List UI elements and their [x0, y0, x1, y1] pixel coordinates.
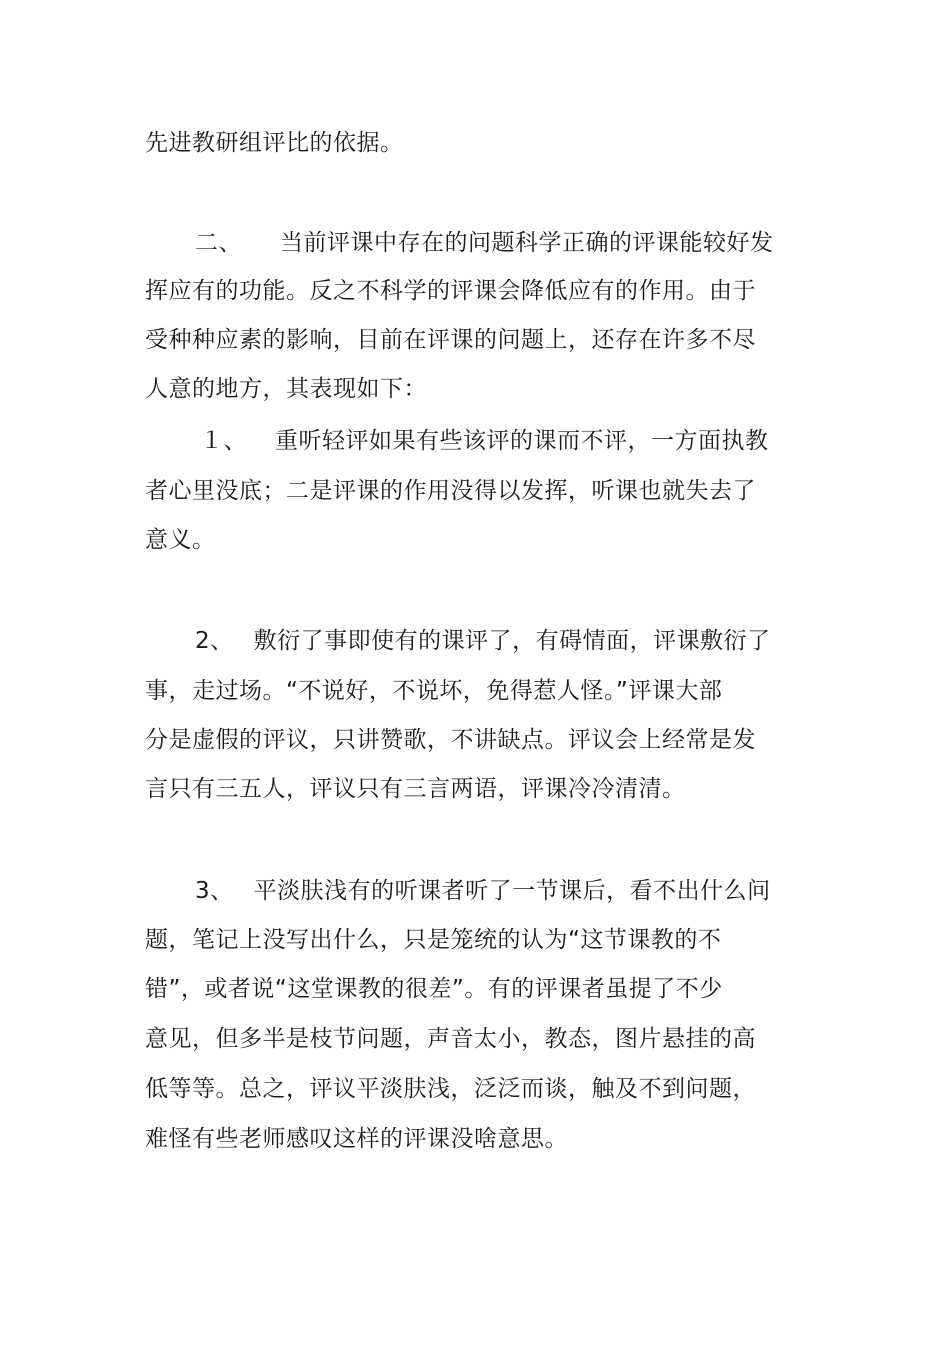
paragraph-line: 意义。 — [145, 527, 216, 553]
section-heading — [195, 228, 774, 258]
paragraph-line: 事，走过场。“不说好，不说坏，免得惹人怪。”评课大部 — [145, 678, 723, 704]
section-marker: 二、 — [195, 230, 242, 256]
paragraph-line: 受种种应素的影响，目前在评课的问题上，还存在许多不尽 — [145, 327, 756, 353]
paragraph-line: 难怪有些老师感叹这样的评课没啥意思。 — [145, 1126, 568, 1152]
list-item — [200, 426, 769, 456]
paragraph-line: 重听轻评如果有些该评的课而不评，一方面执教 — [275, 428, 769, 454]
paragraph-line: 意见，但多半是枝节问题，声音太小，教态，图片悬挂的高 — [145, 1026, 756, 1052]
paragraph-line: 题，笔记上没写出什么，只是笼统的认为“这节课教的不 — [145, 927, 722, 953]
paragraph-line: 错”，或者说“这堂课教的很差”。有的评课者虽提了不少 — [145, 976, 723, 1002]
item-marker: １、 — [200, 428, 247, 454]
item-marker: 2、 — [195, 628, 234, 654]
paragraph-line: 人意的地方，其表现如下： — [145, 376, 427, 402]
paragraph-line: 低等等。总之，评议平淡肤浅，泛泛而谈，触及不到问题， — [145, 1076, 756, 1102]
paragraph-line: 敷衍了事即使有的课评了，有碍情面，评课敷衍了 — [253, 628, 771, 654]
paragraph-line: 当前评课中存在的问题科学正确的评课能较好发 — [280, 230, 774, 256]
list-item — [195, 876, 771, 906]
paragraph-line: 先进教研组评比的依据。 — [145, 130, 404, 156]
paragraph-line: 挥应有的功能。反之不科学的评课会降低应有的作用。由于 — [145, 278, 756, 304]
paragraph-line: 分是虚假的评议，只讲赞歌，不讲缺点。评议会上经常是发 — [145, 727, 756, 753]
paragraph-line: 言只有三五人，评议只有三言两语，评课冷冷清清。 — [145, 776, 686, 802]
paragraph-line: 平淡肤浅有的听课者听了一节课后，看不出什么问 — [253, 878, 771, 904]
paragraph-line: 者心里没底；二是评课的作用没得以发挥，听课也就失去了 — [145, 478, 756, 504]
item-marker: 3、 — [195, 878, 234, 904]
list-item — [195, 626, 771, 656]
